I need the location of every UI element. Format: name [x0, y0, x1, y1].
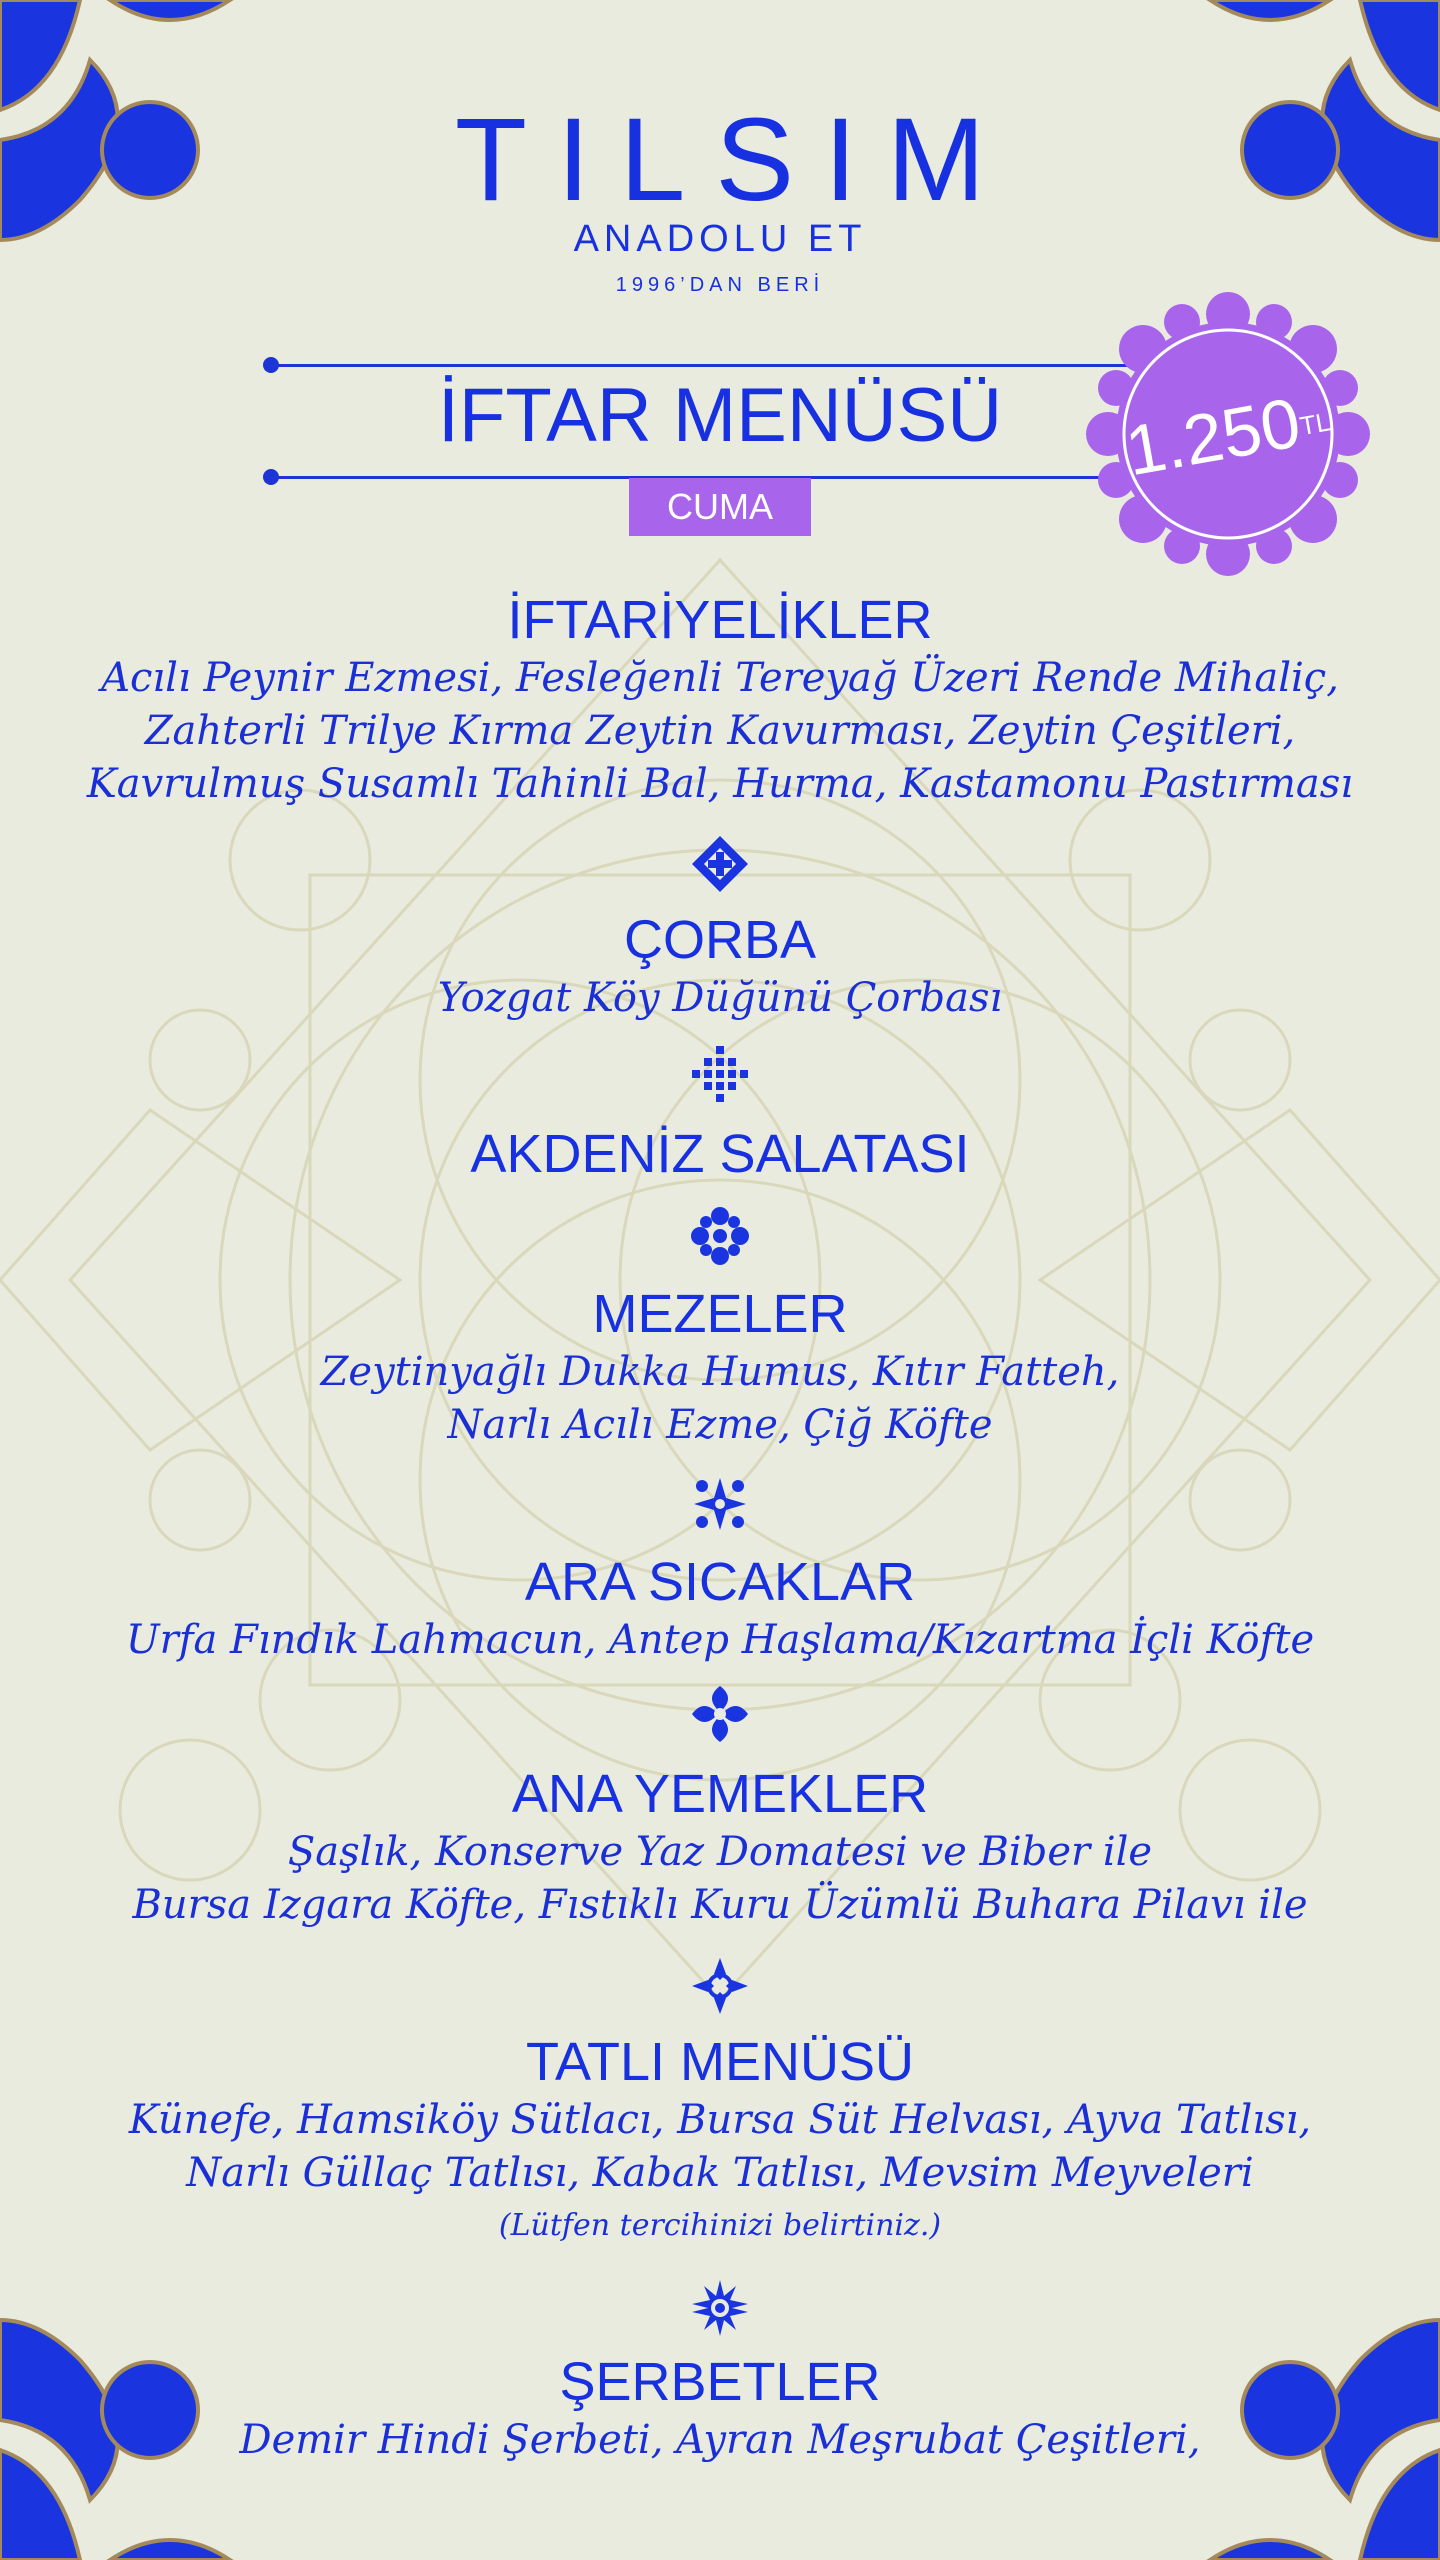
section-tatli-menusu	[0, 2030, 1440, 2246]
section-item: Narlı Güllaç Tatlısı, Kabak Tatlısı, Mevsim Meyveleri	[186, 2150, 1254, 2196]
section-item: Acılı Peynir Ezmesi, Fesleğenli Tereyağ Üzeri Rende Mihaliç,	[101, 655, 1339, 701]
ornament-rosette-icon	[690, 1956, 750, 2016]
ornament-diamond-icon	[690, 1044, 750, 1104]
section-title: TATLI MENÜSÜ	[525, 2032, 915, 2092]
ornament-tulip-icon	[690, 1684, 750, 1744]
section-item: Demir Hindi Şerbeti, Ayran Meşrubat Çeşitleri,	[239, 2417, 1201, 2463]
section-title: ÇORBA	[623, 910, 817, 970]
ornament-sun-icon	[690, 2278, 750, 2338]
price-currency: TL	[1297, 405, 1333, 441]
title-rule-top-dot	[263, 357, 279, 373]
brand-since: 1996’DAN BERİ	[615, 274, 825, 296]
section-item: Şaşlık, Konserve Yaz Domatesi ve Biber ile	[287, 1829, 1153, 1875]
section-title: AKDENİZ SALATASI	[470, 1124, 970, 1184]
menu-title: İFTAR MENÜSÜ	[437, 373, 1003, 458]
title-rule-bottom-dot	[263, 469, 279, 485]
section-item: Zahterli Trilye Kırma Zeytin Kavurması, Zeytin Çeşitleri,	[144, 708, 1296, 754]
section-title: ARA SICAKLAR	[524, 1552, 916, 1612]
ornament-flower-icon	[690, 1206, 750, 1266]
ornament-star-icon	[690, 1474, 750, 1534]
brand-name: TILSIM	[454, 94, 1016, 226]
price-label	[1063, 269, 1392, 598]
ornament-cross-icon	[690, 834, 750, 894]
section-mezeler	[0, 1282, 1440, 1452]
section-item: Künefe, Hamsiköy Sütlacı, Bursa Süt Helvası, Ayva Tatlısı,	[128, 2097, 1312, 2143]
section-ana-yemekler	[0, 1762, 1440, 1932]
section-iftariyelikler	[0, 588, 1440, 811]
section-item: Narlı Acılı Ezme, Çiğ Köfte	[447, 1402, 993, 1448]
section-note: (Lütfen tercihinizi belirtiniz.)	[498, 2208, 942, 2243]
title-rule-top	[270, 364, 1130, 367]
section-item: Bursa Izgara Köfte, Fıstıklı Kuru Üzümlü Buhara Pilavı ile	[132, 1882, 1308, 1928]
brand-subtitle: ANADOLU ET	[573, 218, 867, 260]
section-ara-sicaklar	[0, 1550, 1440, 1667]
section-serbetler	[0, 2350, 1440, 2467]
section-item: Kavrulmuş Susamlı Tahinli Bal, Hurma, Kastamonu Pastırması	[86, 761, 1354, 807]
section-item: Yozgat Köy Düğünü Çorbası	[437, 975, 1003, 1021]
price-value: 1.250	[1120, 383, 1307, 491]
day-badge: CUMA	[629, 478, 811, 536]
section-title: ŞERBETLER	[559, 2352, 881, 2412]
section-akdeniz-salatasi	[0, 1122, 1440, 1186]
section-item: Zeytinyağlı Dukka Humus, Kıtır Fatteh,	[320, 1349, 1120, 1395]
section-corba	[0, 908, 1440, 1025]
section-title: İFTARİYELİKLER	[507, 590, 933, 650]
section-title: MEZELER	[592, 1284, 848, 1344]
section-title: ANA YEMEKLER	[511, 1764, 929, 1824]
section-item: Urfa Fındık Lahmacun, Antep Haşlama/Kızartma İçli Köfte	[125, 1617, 1315, 1663]
